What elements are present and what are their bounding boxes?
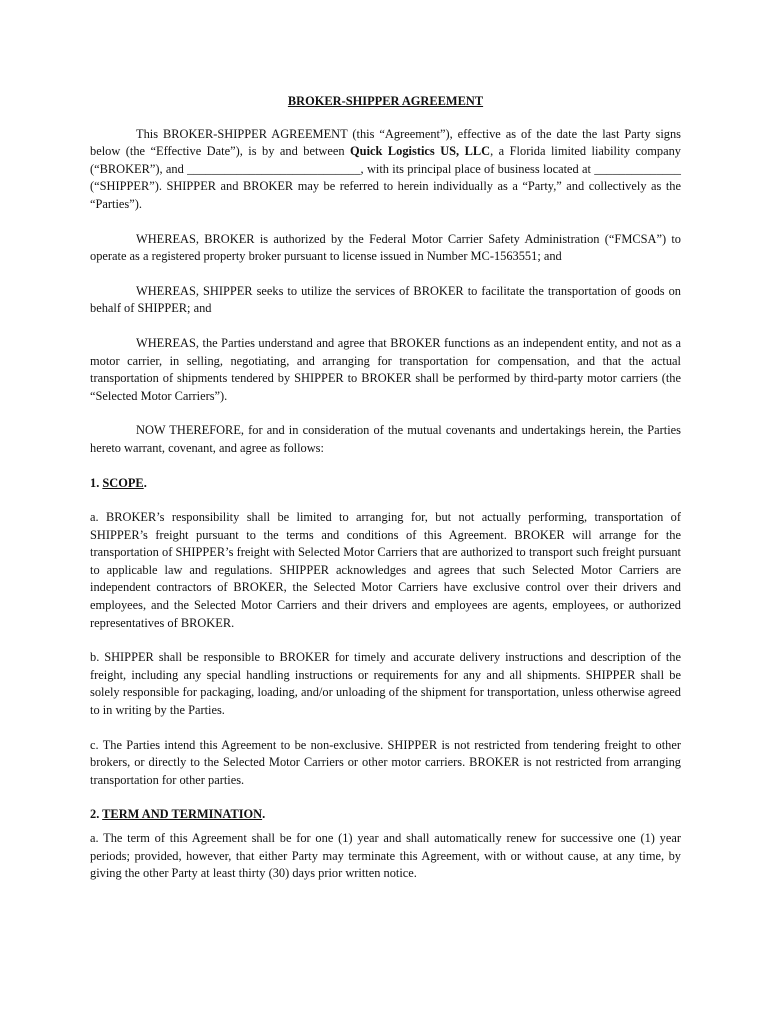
section-1-clause-c: c. The Parties intend this Agreement to be non-exclusive. SHIPPER is not restricted from tendering freight to other brokers, or directly to the Selected Motor Carriers or other motor carriers. BROKER is not restricted from arranging transportation for other parties.: [90, 737, 681, 787]
section-1-suffix: .: [143, 475, 147, 490]
now-therefore-paragraph: NOW THEREFORE, for and in consideration of the mutual covenants and undertakings herein, the Parties hereto warrant, covenant, and agree as follows:: [90, 423, 681, 455]
intro-text-end: , a Florida limited liability company (“BROKER”), and ____________________________, with its principal place of business located at ______________ (“SHIPPER”). SHIPPER and BROKER may be referred to herein individually as a “Party,” and collectively as the “Parties”).: [90, 144, 681, 211]
whereas-paragraph-1: WHEREAS, BROKER is authorized by the Federal Motor Carrier Safety Administration (“FMCSA”) to operate as a registered property broker pursuant to license issued in Number MC-1563551; and: [90, 231, 681, 264]
section-1-number: 1.: [90, 475, 103, 490]
section-1-clause-b: b. SHIPPER shall be responsible to BROKER for timely and accurate delivery instructions and description of the freight, including any special handling instructions or requirements for any and all shipments. SHIPPER shall be solely responsible for packaging, loading, and/or unloading of the shipment for transportation, unless otherwise agreed to in writing by the Parties.: [90, 650, 681, 718]
section-1-heading: [90, 475, 681, 493]
section-2-heading: [90, 806, 681, 824]
section-1-clause-a: a. BROKER’s responsibility shall be limited to arranging for, but not actually performing, transportation of SHIPPER’s freight pursuant to the terms and conditions of this Agreement. BROKER will arrange for the transportation of SHIPPER’s freight with Selected Motor Carriers that are authorized to transport such freight pursuant to applicable law and regulations. SHIPPER acknowledges and agrees that such Selected Motor Carriers are independent contractors of BROKER, the Selected Motor Carriers have exclusive control over their drivers and employees, and the Selected Motor Carriers and their drivers and employees are agents, employees, or authorized representatives of BROKER.: [90, 510, 681, 630]
document-title: BROKER-SHIPPER AGREEMENT: [287, 94, 484, 108]
intro-text-start: This BROKER-SHIPPER AGREEMENT (this “Agreement”), effective as of the date the last Party signs below (the “Effective Date”), is by and between: [90, 126, 681, 159]
section-2-clause-a: a. The term of this Agreement shall be for one (1) year and shall automatically renew for successive one (1) year periods; provided, however, that either Party may terminate this Agreement, with or without cause, at any time, by giving the other Party at least thirty (30) days prior written notice.: [90, 831, 681, 881]
section-2-title: TERM AND TERMINATION: [102, 807, 263, 822]
section-1-title: SCOPE: [102, 475, 144, 490]
intro-paragraph: [90, 126, 681, 214]
section-2-number: 2.: [90, 807, 103, 822]
section-2-suffix: .: [262, 807, 266, 822]
broker-company-name: Quick Logistics US, LLC: [350, 144, 491, 159]
whereas-paragraph-2: WHEREAS, SHIPPER seeks to utilize the services of BROKER to facilitate the transportation of goods on behalf of SHIPPER; and: [90, 283, 681, 316]
whereas-paragraph-3: WHEREAS, the Parties understand and agree that BROKER functions as an independent entity, and not as a motor carrier, in selling, negotiating, and arranging for transportation for compensation, and that the actual transportation of shipments tendered by SHIPPER to BROKER shall be performed by third-party motor carriers (the “Selected Motor Carriers”).: [90, 335, 681, 403]
